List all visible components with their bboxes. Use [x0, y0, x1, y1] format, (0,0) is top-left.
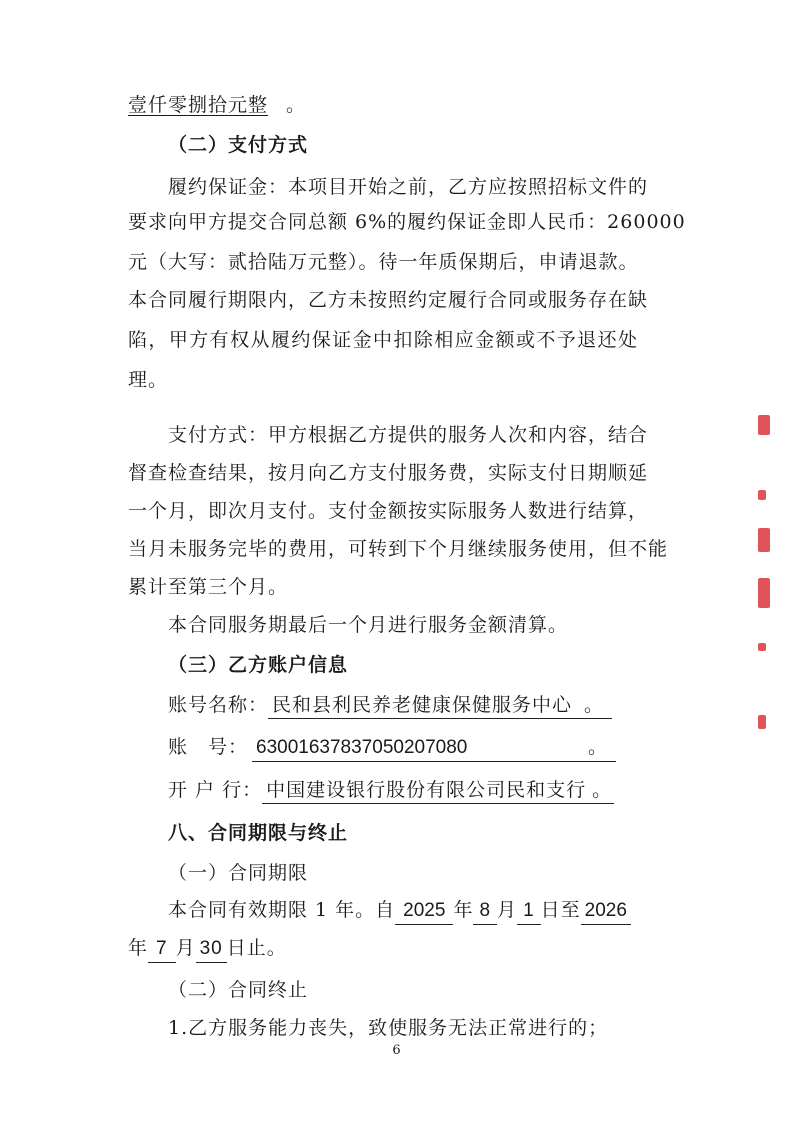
subheading-termination: （二）合同终止 [168, 979, 309, 1001]
deposit-line-1: 履约保证金：本项目开始之前，乙方应按照招标文件的 [168, 176, 649, 198]
term-line-2 [128, 933, 287, 963]
account-number-label: 账 号： [168, 736, 249, 758]
amount-in-words: 壹仟零捌拾元整 [128, 94, 269, 116]
account-number-value: 63001637837050207080 [256, 737, 468, 758]
settlement-line: 本合同服务期最后一个月进行服务金额清算。 [168, 614, 569, 636]
deposit-line-3: 元（大写：贰拾陆万元整）。待一年质保期后，申请退款。 [128, 251, 639, 273]
method-line-1: 支付方式：甲方根据乙方提供的服务人次和内容，结合 [168, 424, 649, 446]
method-line-5: 累计至第三个月。 [128, 576, 289, 598]
bank-field [262, 777, 614, 804]
seal-mark-3 [758, 528, 770, 552]
deposit-line-4: 本合同履行期限内，乙方未按照约定履行合同或服务存在缺 [128, 289, 649, 311]
account-number-period: 。 [588, 736, 609, 758]
month-char: 月 [497, 899, 518, 921]
start-day: 1 [517, 898, 541, 925]
chapter-heading-term: 八、合同期限与终止 [168, 822, 349, 844]
deposit-line-6: 理。 [128, 369, 169, 391]
section-heading-account: （三）乙方账户信息 [168, 654, 349, 676]
seal-mark-1 [758, 415, 770, 435]
end-year: 2026 [581, 898, 631, 925]
bank-period: 。 [592, 779, 613, 801]
method-line-3: 一个月，即次月支付。支付金额按实际服务人数进行结算， [128, 500, 649, 522]
end-month: 7 [148, 936, 176, 963]
account-name-row [168, 690, 612, 720]
account-number-field [252, 734, 616, 762]
seal-mark-5 [758, 643, 766, 651]
termination-item-1: 1.乙方服务能力丧失，致使服务无法正常进行的； [168, 1017, 609, 1039]
month-char-2: 月 [175, 937, 196, 959]
start-year: 2025 [395, 898, 453, 925]
seal-mark-4 [758, 578, 770, 608]
period: 。 [286, 94, 307, 116]
account-name-label: 账号名称： [168, 694, 269, 716]
account-name-value: 民和县利民养老健康保健服务中心 [272, 694, 573, 716]
seal-mark-6 [758, 715, 766, 729]
start-month: 8 [473, 898, 497, 925]
subheading-term: （一）合同期限 [168, 862, 309, 884]
page-number: 6 [392, 1043, 401, 1058]
method-line-2: 督查检查结果，按月向乙方支付服务费，实际支付日期顺延 [128, 462, 649, 484]
term-text-start: 本合同有效期限 1 年。自 [168, 899, 396, 921]
year-char-2: 年 [128, 937, 149, 959]
account-number-row [168, 732, 616, 762]
bank-label: 开 户 行： [168, 779, 263, 801]
deposit-line-2: 要求向甲方提交合同总额 6%的履约保证金即人民币：260000 [128, 211, 686, 233]
bank-value: 中国建设银行股份有限公司民和支行 [266, 779, 587, 801]
account-name-field [268, 692, 612, 719]
year-char: 年 [453, 899, 474, 921]
end-char: 日止。 [226, 937, 287, 959]
bank-row [168, 775, 614, 805]
deposit-line-5: 陷，甲方有权从履约保证金中扣除相应金额或不予退还处 [128, 329, 638, 351]
day-to-char: 日至 [540, 899, 581, 921]
account-name-period: 。 [584, 694, 605, 716]
term-line-1 [168, 895, 631, 925]
seal-mark-2 [758, 490, 766, 500]
top-amount-line [128, 90, 306, 120]
method-line-4: 当月未服务完毕的费用，可转到下个月继续服务使用，但不能 [128, 538, 669, 560]
section-heading-payment: （二）支付方式 [168, 134, 309, 156]
end-day: 30 [196, 936, 227, 963]
